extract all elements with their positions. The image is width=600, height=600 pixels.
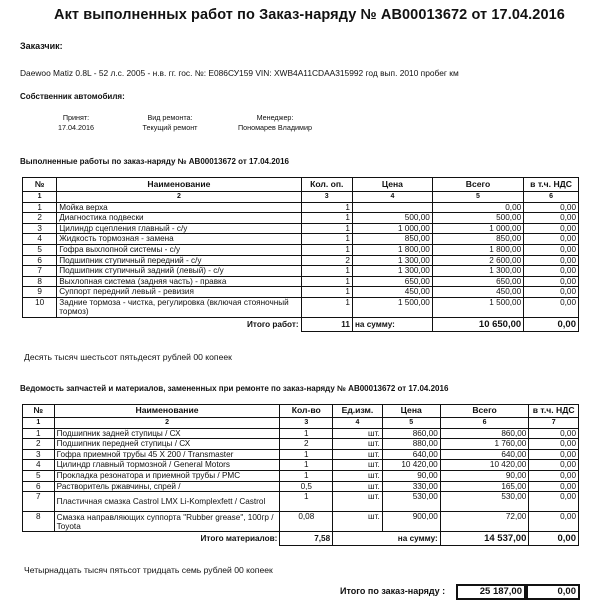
parts-col-name: Наименование xyxy=(54,405,280,418)
works-heading: Выполненные работы по заказ-наряду № АВ00013672 от 17.04.2016 xyxy=(20,157,290,166)
table-row: 3 Гофра приемной трубы 45 Х 200 / Transmaster 1 шт. 640,00 640,00 0,00 xyxy=(23,449,579,460)
works-total-sum-label: на сумму: xyxy=(352,317,432,331)
table-row: 5 Прокладка резонатора и приемной трубы / PMC 1 шт. 90,00 90,00 0,00 xyxy=(23,470,579,481)
works-col-price: Цена xyxy=(352,178,432,192)
works-col-num: № xyxy=(23,178,57,192)
table-row: 5 Гофра выхлопной системы - с/у 1 1 800,00 1 800,00 0,00 xyxy=(23,244,579,255)
table-row: 8 Смазка направляющих суппорта "Rubber grease", 100гр / Toyota 0,08 шт. 900,00 72,00 0,00 xyxy=(23,512,579,532)
table-row: 3 Цилиндр сцепления главный - с/у 1 1 000,00 1 000,00 0,00 xyxy=(23,223,579,234)
parts-table xyxy=(22,404,579,546)
works-in-words: Десять тысяч шестьсот пятьдесят рублей 00 копеек xyxy=(24,352,232,362)
parts-total-label: Итого материалов: xyxy=(23,532,280,546)
table-row: 2 Подшипник передней ступицы / СХ 2 шт. 880,00 1 760,00 0,00 xyxy=(23,439,579,450)
table-row: 6 Подшипник ступичный передний - с/у 2 1 300,00 2 600,00 0,00 xyxy=(23,255,579,266)
parts-col-vat: в т.ч. НДС xyxy=(529,405,579,418)
customer-label: Заказчик: xyxy=(20,41,63,51)
works-total-row xyxy=(23,317,579,331)
works-table xyxy=(22,177,579,332)
table-row: 7 Подшипник ступичный задний (левый) - с/у 1 1 300,00 1 300,00 0,00 xyxy=(23,266,579,277)
grand-total-sum: 25 187,00 xyxy=(479,586,522,597)
parts-heading: Ведомость запчастей и материалов, замененных при ремонте по заказ-наряду № АВ00013672 от 17.04.2016 xyxy=(20,384,449,393)
table-row: 10 Задние тормоза - чистка, регулировка (включая стояночный тормоз) 1 1 500,00 1 500,00 0,00 xyxy=(23,297,579,317)
table-row: 6 Растворитель ржавчины, спрей / 0,5 шт. 330,00 165,00 0,00 xyxy=(23,481,579,492)
parts-index-row: 1 2 3 4 5 6 7 xyxy=(23,418,579,429)
manager-value: Пономарев Владимир xyxy=(237,123,313,132)
works-index-row: 1 2 3 4 5 6 xyxy=(23,192,579,203)
parts-total-sum: 14 537,00 xyxy=(440,532,529,546)
works-col-qty: Кол. оп. xyxy=(301,178,352,192)
parts-col-num: № xyxy=(23,405,55,418)
grand-total-sum-box xyxy=(456,584,526,600)
works-col-total: Всего xyxy=(432,178,523,192)
works-col-name: Наименование xyxy=(57,178,301,192)
table-row: 1 Подшипник задней ступицы / СХ 1 шт. 860,00 860,00 0,00 xyxy=(23,428,579,439)
grand-total-vat-box xyxy=(526,584,580,600)
parts-col-total: Всего xyxy=(440,405,529,418)
table-row: 2 Диагностика подвески 1 500,00 500,00 0,00 xyxy=(23,213,579,224)
manager-label: Менеджер: xyxy=(256,113,294,122)
works-total-sum: 10 650,00 xyxy=(432,317,523,331)
parts-total-qty: 7,58 xyxy=(280,532,333,546)
table-row: 8 Выхлопная система (задняя часть) - правка 1 650,00 650,00 0,00 xyxy=(23,276,579,287)
table-row: 4 Цилиндр главный тормозной / General Motors 1 шт. 10 420,00 10 420,00 0,00 xyxy=(23,460,579,471)
table-row: 7 Пластичная смазка Castrol LMX Li-Komplexfett / Castrol 1 шт. 530,00 530,00 0,00 xyxy=(23,492,579,512)
document-title: Акт выполненных работ по Заказ-наряду № АВ00013672 от 17.04.2016 xyxy=(54,7,565,23)
works-total-qty: 11 xyxy=(301,317,352,331)
parts-total-row xyxy=(23,532,579,546)
accepted-label: Принят: xyxy=(62,113,90,122)
grand-total-label: Итого по заказ-наряду : xyxy=(340,586,446,596)
parts-col-price: Цена xyxy=(382,405,440,418)
parts-in-words: Четырнадцать тысяч пятьсот тридцать семь рублей 00 копеек xyxy=(24,565,273,575)
parts-total-vat: 0,00 xyxy=(529,532,579,546)
parts-col-qty: Кол-во xyxy=(280,405,333,418)
grand-total-vat: 0,00 xyxy=(557,586,576,597)
parts-total-sum-label: на сумму: xyxy=(333,532,441,546)
parts-col-unit: Ед.изм. xyxy=(333,405,383,418)
vehicle-line: Daewoo Matiz 0.8L - 52 л.с. 2005 - н.в. гг. гос. №: Е086СУ159 VIN: XWB4A11CDAA315992 год вып. 2010 пробег км xyxy=(20,68,459,78)
table-row: 1 Мойка верха 1 0,00 0,00 xyxy=(23,202,579,213)
accepted-value: 17.04.2016 xyxy=(58,123,94,132)
table-row: 9 Суппорт передний левый - ревизия 1 450,00 450,00 0,00 xyxy=(23,287,579,298)
repair-type-label: Вид ремонта: xyxy=(147,113,193,122)
works-total-label: Итого работ: xyxy=(23,317,302,331)
works-col-vat: в т.ч. НДС xyxy=(524,178,579,192)
repair-type-value: Текущий ремонт xyxy=(142,123,198,132)
works-total-vat: 0,00 xyxy=(524,317,579,331)
owner-label: Собственник автомобиля: xyxy=(20,92,125,101)
table-row: 4 Жидкость тормозная - замена 1 850,00 850,00 0,00 xyxy=(23,234,579,245)
